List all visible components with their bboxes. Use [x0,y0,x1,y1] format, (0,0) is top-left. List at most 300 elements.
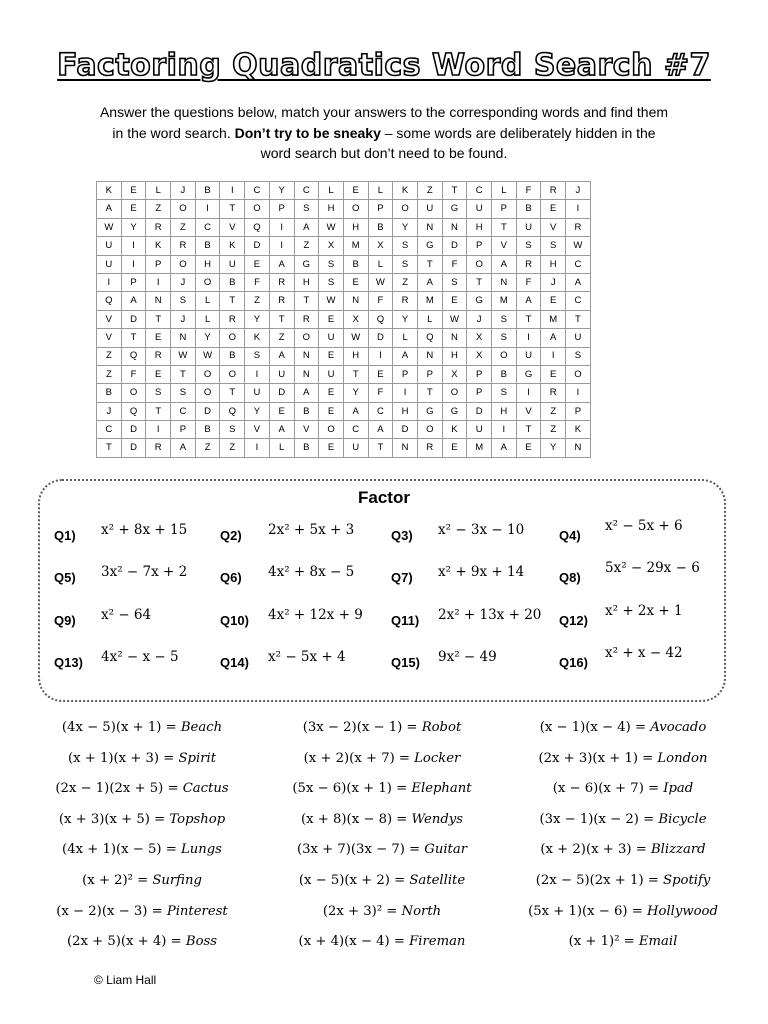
grid-row [97,292,591,310]
grid-cell: G [442,200,467,218]
grid-cell: H [343,347,368,365]
answer-line [262,781,502,796]
answer-expression: (x − 2)(x − 3) = [56,903,167,919]
grid-cell: U [245,384,270,402]
grid-cell: D [467,402,492,420]
grid-cell: N [146,292,171,310]
grid-cell: P [121,273,146,291]
instructions-text-1: Answer the questions below, match your answers to the corresponding words and find them in the word search. [99,104,669,141]
grid-cell: N [442,218,467,236]
question-label: Q4) [559,528,581,543]
grid-cell: S [146,384,171,402]
grid-row [97,182,591,200]
grid-cell: H [467,218,492,236]
grid-cell: P [171,421,196,439]
grid-cell: O [319,421,344,439]
factor-heading: Factor [358,488,410,507]
grid-cell: N [566,439,591,457]
grid-cell: I [146,273,171,291]
grid-cell: M [343,237,368,255]
answer-expression: (2x + 5)(x + 4) = [66,934,186,950]
answer-line [503,781,743,796]
question-label: Q2) [220,528,242,543]
answer-expression: (2x + 3)² = [322,903,402,919]
grid-cell: G [294,255,319,273]
grid-cell: B [195,182,220,200]
question-label: Q8) [559,570,581,585]
grid-cell: F [368,292,393,310]
answer-word: Spirit [178,750,217,766]
answer-expression: (x + 3)(x + 5) = [58,811,170,827]
grid-cell: G [467,292,492,310]
grid-cell: Z [97,365,122,383]
answer-word: Pinterest [166,903,228,919]
grid-cell: Y [245,402,270,420]
grid-cell: D [121,310,146,328]
answer-word: London [657,750,708,766]
grid-cell: P [368,200,393,218]
grid-cell: P [467,237,492,255]
answer-word: Robot [421,720,462,735]
grid-cell: Q [368,310,393,328]
grid-cell: R [171,237,196,255]
grid-cell: L [417,310,442,328]
grid-cell: T [269,310,294,328]
grid-cell: O [171,255,196,273]
grid-cell: T [442,182,467,200]
question-expression: 4x² − x − 5 [101,649,179,665]
answer-word: Bicycle [658,811,707,827]
grid-cell: T [516,310,541,328]
grid-cell: K [393,182,418,200]
grid-cell: O [566,365,591,383]
grid-cell: E [319,439,344,457]
grid-cell: I [269,218,294,236]
answer-word: Boss [185,934,218,950]
grid-cell: J [541,273,566,291]
answer-line [262,751,502,766]
grid-cell: Y [245,310,270,328]
grid-cell: U [516,347,541,365]
grid-cell: P [393,365,418,383]
grid-cell: G [516,365,541,383]
grid-cell: D [393,421,418,439]
grid-cell: S [294,200,319,218]
grid-cell: Y [541,439,566,457]
grid-cell: S [319,273,344,291]
grid-cell: I [245,365,270,383]
grid-cell: U [343,439,368,457]
grid-cell: B [294,439,319,457]
grid-cell: E [541,200,566,218]
grid-cell: M [467,439,492,457]
grid-cell: N [343,292,368,310]
answer-line [503,873,743,888]
answer-expression: (x + 2)² = [82,873,153,888]
grid-cell: X [467,347,492,365]
grid-cell: O [220,365,245,383]
answer-expression: (x − 6)(x + 7) = [552,781,664,797]
grid-cell: C [566,292,591,310]
grid-cell: E [319,310,344,328]
instructions-text-2: – some words are deliberately hidden in the word search but don’t need to be found. [260,124,656,161]
grid-cell: Z [245,292,270,310]
grid-cell: O [393,200,418,218]
grid-cell: R [516,255,541,273]
grid-cell: W [442,310,467,328]
question-expression: 2x² + 5x + 3 [268,522,355,538]
grid-cell: A [269,421,294,439]
grid-cell: P [566,402,591,420]
grid-cell: Z [195,439,220,457]
grid-cell: Z [97,347,122,365]
grid-cell: U [319,329,344,347]
grid-cell: E [541,292,566,310]
grid-cell: R [146,347,171,365]
grid-cell: U [467,421,492,439]
grid-cell: C [467,182,492,200]
grid-cell: S [220,421,245,439]
grid-cell: T [492,218,517,236]
grid-cell: F [121,365,146,383]
question-expression: 5x² − 29x − 6 [605,560,700,576]
answer-expression: (x − 1)(x − 4) = [539,720,651,735]
grid-cell: I [245,439,270,457]
answer-expression: (5x + 1)(x − 6) = [528,903,647,919]
grid-cell: U [319,365,344,383]
grid-cell: A [171,439,196,457]
question-label: Q10) [220,613,249,628]
grid-row [97,384,591,402]
grid-cell: A [343,402,368,420]
answer-expression: (4x + 1)(x − 5) = [62,842,181,858]
grid-cell: D [245,237,270,255]
answer-line [22,812,262,827]
answer-line [503,904,743,919]
grid-cell: A [492,439,517,457]
grid-row [97,421,591,439]
grid-cell: B [195,421,220,439]
grid-cell: R [269,273,294,291]
grid-cell: C [97,421,122,439]
grid-cell: E [269,402,294,420]
grid-row [97,439,591,457]
question-expression: x² − 3x − 10 [438,522,525,538]
grid-cell: W [97,218,122,236]
grid-row [97,310,591,328]
grid-cell: R [541,182,566,200]
answer-expression: (x + 2)(x + 3) = [540,842,651,858]
grid-cell: A [294,384,319,402]
grid-cell: N [442,329,467,347]
grid-cell: C [294,182,319,200]
answer-word: Ipad [663,781,694,797]
answer-line [262,720,502,735]
grid-cell: H [319,200,344,218]
answer-word: Elephant [411,781,472,797]
grid-cell: Z [417,182,442,200]
grid-cell: D [269,384,294,402]
grid-cell: A [368,421,393,439]
question-label: Q14) [220,655,249,670]
grid-cell: L [393,329,418,347]
answer-expression: (x + 1)(x + 3) = [67,750,179,766]
grid-cell: C [195,218,220,236]
grid-cell: U [220,255,245,273]
word-search-grid [96,181,591,458]
grid-cell: Q [121,347,146,365]
answer-word: Blizzard [650,842,706,858]
answer-line [22,842,262,857]
grid-cell: E [121,200,146,218]
grid-cell: S [492,310,517,328]
grid-cell: O [417,421,442,439]
grid-cell: N [294,347,319,365]
answer-word: Fireman [409,934,466,950]
grid-cell: A [541,329,566,347]
answer-word: Guitar [424,842,468,858]
grid-cell: E [146,329,171,347]
grid-cell: G [417,402,442,420]
answer-word: Topshop [169,811,226,827]
grid-cell: H [343,218,368,236]
grid-cell: F [245,273,270,291]
answer-word: Spotify [663,873,711,888]
grid-cell: S [492,384,517,402]
grid-cell: X [442,365,467,383]
grid-cell: T [368,439,393,457]
grid-cell: J [171,182,196,200]
grid-cell: E [146,365,171,383]
question-label: Q13) [54,655,83,670]
answer-line [22,904,262,919]
grid-cell: C [368,402,393,420]
grid-cell: Y [269,182,294,200]
grid-cell: I [566,384,591,402]
grid-cell: P [269,200,294,218]
grid-cell: U [516,218,541,236]
grid-cell: G [417,237,442,255]
grid-cell: D [121,421,146,439]
grid-cell: N [294,365,319,383]
answer-word: Locker [414,750,461,766]
grid-cell: O [171,200,196,218]
grid-cell: W [171,347,196,365]
grid-cell: D [442,237,467,255]
grid-cell: O [245,200,270,218]
answer-word: Cactus [182,781,229,797]
grid-cell: W [319,292,344,310]
grid-cell: P [467,384,492,402]
question-expression: x² + 8x + 15 [101,522,188,538]
grid-row [97,273,591,291]
grid-cell: X [343,310,368,328]
grid-cell: U [417,200,442,218]
grid-cell: B [97,384,122,402]
grid-cell: N [171,329,196,347]
grid-cell: E [442,292,467,310]
answer-expression: (2x − 5)(2x + 1) = [535,873,664,888]
grid-cell: O [442,384,467,402]
grid-row [97,365,591,383]
answer-line [503,934,743,949]
grid-cell: N [417,347,442,365]
grid-cell: P [492,200,517,218]
grid-cell: O [195,384,220,402]
grid-cell: V [492,237,517,255]
grid-cell: C [245,182,270,200]
grid-cell: J [467,310,492,328]
grid-cell: R [566,218,591,236]
grid-cell: O [467,255,492,273]
grid-cell: A [417,273,442,291]
grid-cell: R [393,292,418,310]
grid-cell: Q [220,402,245,420]
grid-cell: B [294,402,319,420]
grid-cell: I [269,237,294,255]
answer-expression: (x + 1)² = [568,934,639,950]
grid-cell: O [195,365,220,383]
grid-cell: T [171,365,196,383]
question-label: Q12) [559,613,588,628]
grid-cell: M [492,292,517,310]
answer-expression: (x − 5)(x + 2) = [298,873,410,888]
answer-word: Hollywood [647,903,718,919]
factor-box [38,479,726,702]
grid-cell: V [97,329,122,347]
grid-cell: Z [541,421,566,439]
grid-cell: M [417,292,442,310]
grid-cell: I [566,200,591,218]
grid-cell: R [269,292,294,310]
grid-cell: D [121,439,146,457]
answer-line [503,812,743,827]
grid-cell: O [195,273,220,291]
grid-cell: I [516,329,541,347]
grid-cell: L [368,255,393,273]
grid-cell: T [467,273,492,291]
grid-cell: I [220,182,245,200]
grid-cell: V [541,218,566,236]
grid-cell: L [146,182,171,200]
grid-cell: T [417,255,442,273]
grid-row [97,237,591,255]
grid-cell: I [97,273,122,291]
grid-cell: A [516,292,541,310]
grid-cell: B [195,237,220,255]
grid-cell: Q [417,329,442,347]
grid-cell: S [393,237,418,255]
grid-cell: R [294,310,319,328]
grid-cell: T [146,310,171,328]
grid-cell: Y [195,329,220,347]
grid-cell: O [294,329,319,347]
answer-expression: (5x − 6)(x + 1) = [292,781,412,797]
grid-cell: A [294,218,319,236]
answer-expression: (x + 2)(x + 7) = [303,750,415,766]
instructions [96,102,672,164]
grid-cell: G [442,402,467,420]
grid-cell: P [467,365,492,383]
grid-cell: W [368,273,393,291]
grid-cell: Z [393,273,418,291]
grid-cell: W [343,329,368,347]
grid-cell: Z [269,329,294,347]
grid-cell: I [393,384,418,402]
grid-cell: I [368,347,393,365]
grid-cell: S [516,237,541,255]
grid-cell: E [343,273,368,291]
question-expression: x² + x − 42 [605,645,683,661]
grid-cell: R [146,218,171,236]
grid-cell: A [97,200,122,218]
grid-cell: T [121,329,146,347]
grid-cell: W [566,237,591,255]
grid-cell: V [245,421,270,439]
question-label: Q6) [220,570,242,585]
grid-cell: S [171,384,196,402]
grid-cell: Z [220,439,245,457]
grid-cell: L [368,182,393,200]
grid-cell: K [220,237,245,255]
grid-cell: Z [171,218,196,236]
grid-cell: X [467,329,492,347]
grid-cell: I [516,384,541,402]
grid-row [97,402,591,420]
grid-cell: P [146,255,171,273]
grid-cell: S [541,237,566,255]
question-expression: x² + 2x + 1 [605,603,683,619]
grid-cell: I [195,200,220,218]
grid-cell: Z [146,200,171,218]
grid-cell: N [417,218,442,236]
grid-cell: J [171,273,196,291]
grid-cell: V [516,402,541,420]
grid-cell: U [97,255,122,273]
question-expression: 3x² − 7x + 2 [101,564,188,580]
answer-expression: (3x − 1)(x − 2) = [539,811,659,827]
grid-cell: A [121,292,146,310]
question-label: Q11) [391,613,420,628]
instructions-bold: Don’t try to be sneaky [234,124,381,141]
question-label: Q3) [391,528,413,543]
grid-cell: T [220,384,245,402]
grid-cell: H [541,255,566,273]
grid-cell: B [492,365,517,383]
grid-cell: R [220,310,245,328]
grid-cell: V [294,421,319,439]
grid-cell: E [319,384,344,402]
grid-cell: L [195,310,220,328]
grid-cell: E [541,365,566,383]
question-expression: 4x² + 12x + 9 [268,607,363,623]
grid-cell: C [343,421,368,439]
grid-cell: F [442,255,467,273]
question-label: Q15) [391,655,420,670]
grid-cell: T [343,365,368,383]
grid-row [97,255,591,273]
worksheet-title: Factoring Quadratics Word Search #7 [57,48,711,83]
answer-line [22,873,262,888]
question-label: Q7) [391,570,413,585]
question-label: Q1) [54,528,76,543]
grid-cell: V [97,310,122,328]
question-expression: x² − 5x + 4 [268,649,346,665]
grid-cell: D [195,402,220,420]
question-label: Q9) [54,613,76,628]
grid-cell: L [269,439,294,457]
answer-line [503,751,743,766]
